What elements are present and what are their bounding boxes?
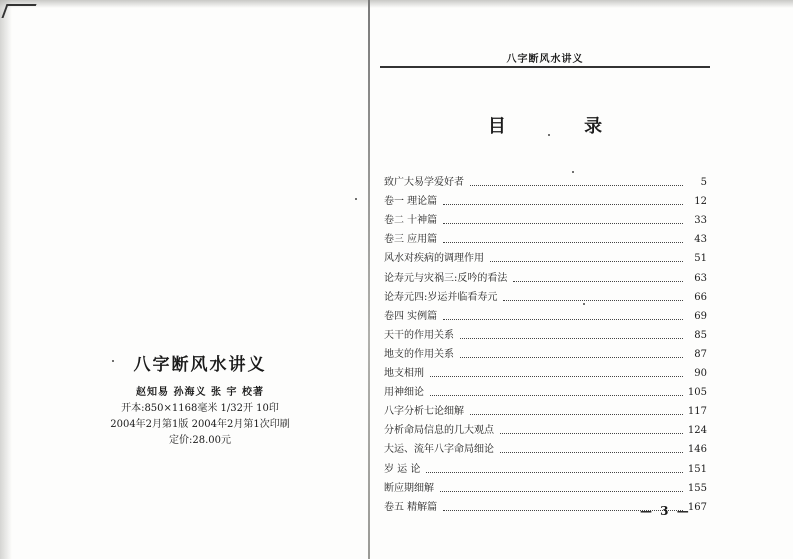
- toc-entry-label: 八字分析七论细解: [384, 406, 464, 418]
- toc-entry-label: 地支的作用关系: [384, 348, 454, 360]
- toc-entry-page: 5: [700, 177, 707, 189]
- toc-entry: [384, 265, 707, 284]
- toc-entry: [384, 208, 707, 227]
- toc-entry: [384, 170, 707, 189]
- toc-entry-page: 146: [687, 444, 707, 456]
- toc-entry: [384, 361, 707, 380]
- toc-entry: [384, 476, 707, 495]
- toc-entry-label: 致广大易学爱好者: [384, 177, 464, 189]
- toc-leader-dots: [460, 357, 683, 358]
- toc-entry-page: 117: [687, 406, 707, 418]
- toc-entry: [384, 418, 707, 437]
- toc-entry-label: 地支相刑: [384, 368, 424, 380]
- page-number: — 3 —: [640, 504, 691, 518]
- toc-leader-dots: [513, 281, 683, 282]
- toc-entry: [384, 227, 707, 246]
- toc-entry-page: 51: [694, 253, 707, 265]
- toc-entry-page: 105: [687, 387, 707, 399]
- format-line: 开本:850×1168毫米 1/32开 10印: [121, 403, 279, 414]
- toc-entry-page: 69: [694, 310, 707, 322]
- toc-entry-label: 论寿元与灾祸三:反吟的看法: [384, 272, 508, 284]
- toc-entry-label: 大运、流年八字命局细论: [384, 444, 494, 456]
- toc-leader-dots: [460, 338, 683, 339]
- toc-entry-page: 167: [687, 501, 707, 513]
- price-line: 定价:28.00元: [169, 435, 231, 446]
- toc-leader-dots: [500, 452, 683, 453]
- toc-entry-page: 33: [694, 215, 707, 227]
- toc-entry-label: 卷四 实例篇: [384, 310, 438, 322]
- scan-edge-top: [0, 0, 793, 8]
- toc-entry-page: 124: [687, 425, 707, 437]
- toc-entry: [384, 304, 707, 323]
- toc-entry: [384, 380, 707, 399]
- toc-leader-dots: [500, 433, 683, 434]
- book-spine: [368, 0, 370, 559]
- toc-entry-label: 断应期细解: [384, 482, 434, 494]
- toc-title: 目 录: [487, 116, 639, 137]
- scan-speck: [355, 198, 357, 200]
- toc-leader-dots: [490, 261, 683, 262]
- toc-entry-label: 天干的作用关系: [384, 329, 454, 341]
- toc-entry-label: 岁 运 论: [384, 463, 421, 475]
- toc-leader-dots: [470, 414, 683, 415]
- header-rule: [380, 66, 710, 68]
- toc-leader-dots: [440, 491, 683, 492]
- toc-entry: [384, 189, 707, 208]
- toc-entry: [384, 437, 707, 456]
- toc-entry-label: 卷五 精解篇: [384, 501, 438, 513]
- toc-entry-page: 43: [694, 234, 707, 246]
- toc-entry-label: 风水对疾病的调理作用: [384, 253, 484, 265]
- toc-leader-dots: [430, 395, 683, 396]
- toc-leader-dots: [430, 376, 683, 377]
- toc-entry-label: 分析命局信息的几大观点: [384, 425, 494, 437]
- book-title: 八字断风水讲义: [133, 355, 267, 375]
- toc-entry-page: 85: [694, 329, 707, 341]
- toc-entry-page: 66: [694, 291, 707, 303]
- toc-entry: [384, 246, 707, 265]
- toc-entry-page: 155: [687, 482, 707, 494]
- toc-leader-dots: [443, 242, 683, 243]
- scan-edge-left: [0, 0, 12, 559]
- toc-entry-page: 90: [694, 368, 707, 380]
- toc-leader-dots: [443, 204, 683, 205]
- running-head: 八字断风水讲义: [506, 54, 584, 65]
- toc-leader-dots: [503, 300, 683, 301]
- toc-entry-label: 卷二 十神篇: [384, 215, 438, 227]
- toc-entry-label: 用神细论: [384, 387, 424, 399]
- toc-leader-dots: [470, 185, 683, 186]
- toc-leader-dots: [426, 472, 683, 473]
- toc-entry-page: 63: [694, 272, 707, 284]
- toc-entry: [384, 285, 707, 304]
- table-of-contents: [384, 170, 707, 514]
- toc-entry: [384, 323, 707, 342]
- toc-leader-dots: [443, 319, 683, 320]
- toc-leader-dots: [443, 223, 683, 224]
- edition-line: 2004年2月第1版 2004年2月第1次印刷: [110, 419, 290, 430]
- toc-entry-page: 151: [687, 463, 707, 475]
- toc-entry-page: 12: [694, 196, 707, 208]
- corner-mark: [1, 4, 36, 18]
- toc-entry-page: 87: [694, 348, 707, 360]
- toc-entry-label: 卷一 理论篇: [384, 196, 438, 208]
- copyright-block: [60, 350, 340, 449]
- toc-entry-label: 卷三 应用篇: [384, 234, 438, 246]
- toc-entry: [384, 342, 707, 361]
- toc-entry-label: 论寿元四:岁运并临看寿元: [384, 291, 498, 303]
- toc-entry: [384, 399, 707, 418]
- toc-entry: [384, 456, 707, 475]
- authors-line: 赵知易 孙海义 张 宇 校著: [136, 387, 264, 398]
